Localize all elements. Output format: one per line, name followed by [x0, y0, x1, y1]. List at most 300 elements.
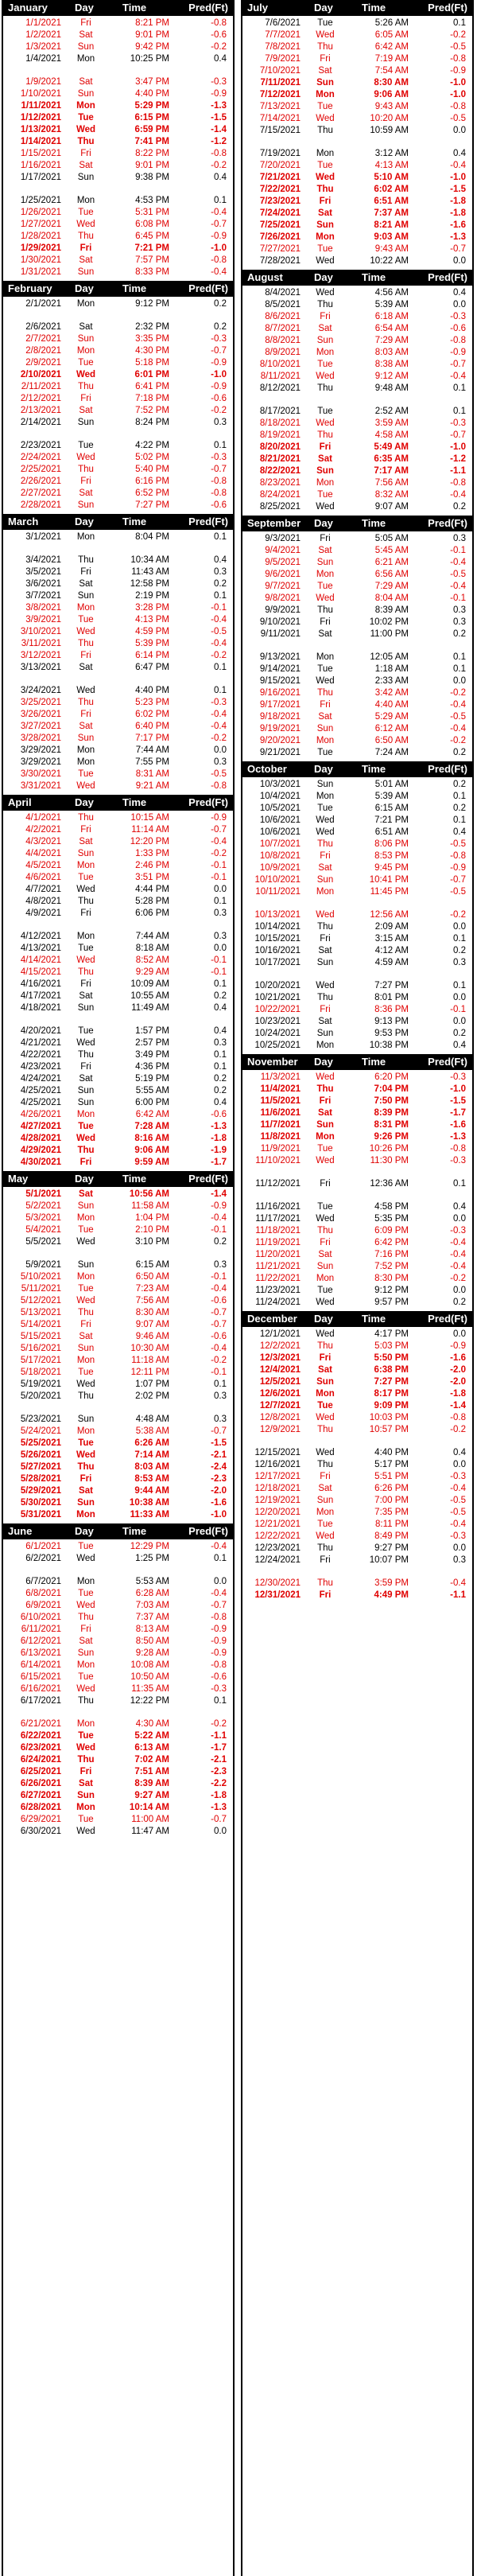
tide-date: 6/25/2021 [20, 1767, 61, 1776]
tide-time: 7:29 AM [374, 336, 409, 345]
tide-pred: -0.8 [211, 255, 227, 265]
tide-pred: -0.8 [211, 1660, 227, 1670]
tide-date: 3/8/2021 [25, 603, 61, 613]
tide-time: 6:18 AM [374, 312, 409, 321]
tide-row [3, 591, 233, 603]
tide-pred: 0.2 [214, 1086, 227, 1095]
tide-time: 1:18 AM [374, 664, 409, 674]
tide-pred: -0.3 [211, 77, 227, 87]
tide-pred: 0.3 [453, 605, 466, 615]
tide-time: 6:59 PM [134, 125, 169, 134]
tide-day: Tue [78, 944, 94, 953]
tide-row [242, 348, 472, 360]
tide-time: 2:57 PM [135, 1038, 169, 1048]
tide-date: 11/9/2021 [260, 1144, 301, 1154]
tide-day: Thu [317, 42, 333, 52]
tide-time: 5:26 AM [374, 18, 409, 28]
tide-day: Wed [316, 910, 335, 920]
tide-row [242, 430, 472, 442]
tide-time: 9:53 PM [374, 1029, 409, 1038]
tide-time: 11:49 AM [131, 1003, 169, 1013]
tide-row [3, 418, 233, 430]
tide-time: 5:02 PM [135, 453, 169, 462]
tide-time: 10:41 PM [369, 875, 409, 885]
tide-day: Thu [317, 839, 333, 849]
tide-day: Wed [316, 1072, 335, 1082]
tide-row [3, 955, 233, 967]
tide-time: 5:39 PM [135, 639, 169, 648]
tide-day: Sat [79, 1486, 93, 1496]
tide-day: Sat [79, 255, 93, 265]
tide-time: 9:26 PM [374, 1132, 409, 1142]
tide-day: Wed [76, 955, 95, 965]
tide-date: 4/30/2021 [20, 1158, 61, 1167]
tide-date: 12/7/2021 [259, 1401, 301, 1411]
tide-date: 3/24/2021 [20, 686, 61, 695]
tide-pred: 0.1 [453, 407, 466, 416]
tide-day: Thu [317, 1543, 333, 1553]
tide-date: 4/23/2021 [20, 1062, 61, 1072]
tide-row [242, 1353, 472, 1365]
tide-date: 6/8/2021 [25, 1589, 61, 1598]
tide-row [242, 78, 472, 90]
tide-date: 1/1/2021 [25, 18, 61, 28]
tide-pred: -2.2 [211, 1779, 227, 1788]
tide-date: 6/2/2021 [25, 1554, 61, 1563]
tide-pred: -0.1 [450, 1005, 466, 1014]
tide-day: Tue [78, 1815, 94, 1824]
tide-day: Sat [318, 546, 332, 555]
tide-date: 10/15/2021 [254, 934, 301, 944]
tide-pred: -0.4 [450, 724, 466, 733]
tide-day: Thu [78, 1050, 94, 1060]
tide-time: 4:44 PM [135, 885, 169, 894]
tide-pred: -0.5 [450, 839, 466, 849]
tide-date: 7/22/2021 [259, 185, 301, 194]
tide-row [3, 89, 233, 101]
month-name: September [247, 517, 301, 529]
tide-pred: 0.3 [453, 1555, 466, 1565]
tide-row [3, 1613, 233, 1625]
tide-day: Mon [76, 1213, 95, 1223]
tide-pred: -0.4 [211, 710, 227, 719]
tide-date: 7/21/2021 [259, 173, 301, 182]
tide-row [242, 1425, 472, 1437]
tide-time: 6:08 PM [135, 220, 169, 229]
tide-date: 1/27/2021 [20, 220, 61, 229]
tide-pred: -2.3 [211, 1767, 227, 1776]
tide-row [3, 651, 233, 663]
tide-day: Tue [78, 1589, 94, 1598]
tide-day: Tue [317, 664, 333, 674]
tide-time: 8:50 AM [135, 1636, 169, 1646]
tide-day: Sun [316, 1377, 334, 1387]
tide-time: 9:12 PM [135, 299, 169, 309]
tide-row [3, 1474, 233, 1486]
tide-row [242, 383, 472, 395]
tide-pred: 0.0 [453, 1286, 466, 1295]
tide-row [3, 603, 233, 615]
tide-row [3, 173, 233, 185]
tide-date: 9/14/2021 [259, 664, 301, 674]
tide-date: 6/7/2021 [25, 1577, 61, 1586]
tide-row [3, 1344, 233, 1356]
tide-time: 3:15 AM [374, 934, 409, 944]
tide-row [3, 1577, 233, 1589]
time-column-header: Time [122, 282, 147, 294]
tide-pred: 0.4 [214, 1098, 227, 1107]
tide-time: 6:51 AM [374, 827, 409, 837]
tide-date: 8/19/2021 [259, 430, 301, 440]
tide-time: 5:05 AM [374, 534, 409, 543]
tide-row [3, 722, 233, 733]
tide-day: Mon [76, 1719, 95, 1729]
tide-day: Tue [78, 769, 94, 779]
tide-pred: 0.1 [453, 652, 466, 662]
tide-time: 4:40 PM [374, 1448, 409, 1457]
tide-time: 9:57 PM [374, 1298, 409, 1307]
tide-day: Wed [76, 627, 95, 636]
tide-day: Wed [316, 1329, 335, 1339]
tide-date: 12/19/2021 [254, 1496, 301, 1505]
tide-pred: -0.7 [211, 825, 227, 835]
tide-day: Wed [316, 676, 335, 686]
tide-pred: 0.3 [214, 1260, 227, 1270]
tide-day: Tue [317, 244, 333, 254]
tide-row [242, 407, 472, 418]
tide-row [242, 442, 472, 454]
tide-day: Wed [76, 1827, 95, 1836]
tide-day: Wed [316, 1156, 335, 1165]
tide-date: 1/30/2021 [20, 255, 61, 265]
tide-time: 5:03 PM [374, 1341, 409, 1351]
tide-pred: -0.6 [211, 1332, 227, 1341]
tide-row [242, 149, 472, 161]
tide-date: 10/13/2021 [254, 910, 301, 920]
tide-row [3, 1779, 233, 1791]
tide-day: Sun [316, 1262, 334, 1271]
tide-pred: 0.0 [453, 1329, 466, 1339]
tide-pred: 0.1 [214, 1554, 227, 1563]
tide-row [3, 1038, 233, 1050]
tide-day: Sat [318, 1250, 332, 1259]
tide-pred: -2.0 [450, 1377, 466, 1387]
tide-row [3, 1498, 233, 1510]
tide-date: 9/9/2021 [265, 605, 301, 615]
tide-row [242, 1029, 472, 1041]
tide-time: 3:59 AM [374, 418, 409, 428]
tide-row [3, 698, 233, 710]
tide-date: 6/9/2021 [25, 1601, 61, 1610]
tide-time: 11:58 AM [131, 1201, 169, 1211]
tide-day: Thu [78, 813, 94, 823]
tide-row [3, 1237, 233, 1249]
tide-row [3, 1189, 233, 1201]
tide-day: Sat [318, 1365, 332, 1375]
tide-date: 8/25/2021 [259, 502, 301, 512]
tide-time: 5:31 PM [135, 208, 169, 217]
tide-row [3, 1260, 233, 1272]
tide-day: Tue [78, 441, 94, 450]
tide-date: 9/3/2021 [265, 534, 301, 543]
tide-date: 12/17/2021 [254, 1472, 301, 1481]
tide-date: 11/21/2021 [255, 1262, 301, 1271]
tide-pred: -0.3 [211, 698, 227, 707]
tide-time: 11:18 AM [131, 1356, 169, 1365]
tide-row [3, 358, 233, 370]
tide-row [242, 372, 472, 383]
tide-time: 2:33 AM [374, 676, 409, 686]
tide-row [242, 1005, 472, 1017]
tide-row [3, 1146, 233, 1158]
tide-time: 8:39 AM [134, 1779, 169, 1788]
tide-pred: -1.4 [211, 125, 227, 134]
tide-row [3, 1356, 233, 1368]
tide-date: 4/7/2021 [25, 885, 61, 894]
tide-row [242, 629, 472, 641]
tide-pred: 0.1 [453, 664, 466, 674]
tide-date: 10/7/2021 [259, 839, 301, 849]
tide-day: Sat [318, 1108, 332, 1118]
tide-date: 4/27/2021 [20, 1122, 61, 1131]
tide-time: 4:17 PM [374, 1329, 409, 1339]
tide-date: 10/14/2021 [254, 922, 301, 932]
month-header [242, 1054, 472, 1070]
tide-row [242, 780, 472, 792]
month-name: November [247, 1056, 298, 1068]
tide-row [242, 1238, 472, 1250]
tide-pred: 0.0 [214, 1577, 227, 1586]
tide-day: Sun [77, 1648, 95, 1658]
tide-row [3, 1554, 233, 1566]
tide-date: 12/30/2021 [254, 1578, 301, 1588]
tide-day: Sat [318, 454, 332, 464]
tide-date: 4/2/2021 [25, 825, 61, 835]
tide-pred: 0.1 [214, 663, 227, 672]
tide-date: 5/11/2021 [21, 1284, 61, 1294]
tide-row [3, 909, 233, 920]
tide-day: Wed [316, 1531, 335, 1541]
tide-pred: -0.3 [450, 1226, 466, 1235]
tide-date: 6/28/2021 [20, 1803, 61, 1812]
tide-pred: 0.2 [453, 1298, 466, 1307]
day-column-header: Day [75, 282, 94, 294]
tide-pred: 0.1 [214, 441, 227, 450]
tide-pred: -0.3 [450, 1472, 466, 1481]
tide-pred: 0.2 [214, 991, 227, 1001]
tide-pred: -1.0 [450, 78, 466, 88]
tide-row [242, 1341, 472, 1353]
tide-day: Fri [80, 243, 92, 253]
tide-pred: -0.1 [450, 593, 466, 603]
tide-pred: -0.3 [211, 453, 227, 462]
tide-row [3, 781, 233, 793]
tide-row [242, 617, 472, 629]
month-name: February [8, 282, 52, 294]
tide-time: 10:22 AM [370, 256, 409, 266]
tide-date: 9/20/2021 [259, 736, 301, 745]
tide-pred: -1.7 [450, 1108, 466, 1118]
tide-day: Sat [318, 1017, 332, 1026]
tide-pred: -1.0 [211, 1510, 227, 1520]
tide-pred: -0.8 [450, 1144, 466, 1154]
tide-pred: -0.4 [211, 208, 227, 217]
tide-row [242, 922, 472, 934]
tide-time: 5:45 AM [374, 546, 409, 555]
tide-date: 6/16/2021 [20, 1684, 61, 1694]
tide-date: 3/13/2021 [20, 663, 61, 672]
tide-time: 7:02 AM [134, 1755, 169, 1765]
tide-date: 7/6/2021 [265, 18, 301, 28]
tide-date: 1/17/2021 [20, 173, 61, 182]
tide-pred: 0.1 [453, 18, 466, 28]
tide-date: 4/8/2021 [25, 897, 61, 906]
tide-row [242, 312, 472, 324]
tide-time: 7:16 PM [374, 1250, 409, 1259]
tide-pred: -0.4 [211, 837, 227, 846]
tide-row [242, 1298, 472, 1309]
tide-time: 6:26 AM [134, 1438, 169, 1448]
tide-time: 6:35 AM [374, 454, 409, 464]
tide-time: 9:46 AM [135, 1332, 169, 1341]
tide-time: 5:40 PM [135, 465, 169, 474]
tide-row [242, 887, 472, 899]
tide-row [242, 1017, 472, 1029]
month-name: August [247, 271, 283, 283]
tide-time: 10:34 AM [130, 555, 169, 565]
tide-pred: -0.9 [211, 382, 227, 391]
tide-row [3, 1074, 233, 1086]
tide-date: 8/4/2021 [265, 288, 301, 298]
tide-row [3, 1158, 233, 1169]
tide-date: 10/10/2021 [254, 875, 301, 885]
tide-date: 8/8/2021 [265, 336, 301, 345]
tide-pred: -0.4 [450, 490, 466, 500]
tide-row [242, 815, 472, 827]
tide-date: 4/25/2021 [20, 1098, 61, 1107]
tide-pred: -0.8 [211, 477, 227, 486]
tide-pred: -0.7 [211, 1320, 227, 1329]
tide-time: 5:22 AM [134, 1731, 169, 1741]
tide-day: Wed [316, 288, 335, 298]
tide-day: Sat [79, 322, 93, 332]
tide-day: Mon [76, 932, 95, 941]
tide-date: 1/14/2021 [20, 137, 61, 146]
tide-date: 5/26/2021 [20, 1450, 61, 1460]
tide-row [242, 1508, 472, 1520]
tide-date: 1/31/2021 [20, 267, 61, 277]
tide-time: 4:13 AM [374, 161, 409, 170]
tide-date: 2/26/2021 [20, 477, 61, 486]
tide-date: 10/6/2021 [259, 827, 301, 837]
tide-pred: -0.3 [450, 312, 466, 321]
pred-column-header: Pred(Ft) [188, 282, 228, 294]
tide-date: 11/12/2021 [255, 1179, 301, 1189]
time-column-header: Time [122, 2, 147, 14]
tide-row [242, 197, 472, 208]
tide-row [3, 1791, 233, 1803]
time-column-header: Time [362, 517, 386, 529]
tide-row [242, 1120, 472, 1132]
tide-pred: 0.3 [214, 1038, 227, 1048]
tide-row [242, 232, 472, 244]
tide-day: Tue [78, 358, 94, 368]
tide-time: 6:05 AM [374, 30, 409, 40]
tide-day: Wed [76, 686, 95, 695]
tide-pred: 0.2 [453, 629, 466, 639]
tide-date: 4/22/2021 [20, 1050, 61, 1060]
tide-date: 1/4/2021 [25, 54, 61, 64]
tide-row [3, 897, 233, 909]
tide-day: Thu [317, 300, 333, 309]
tide-row [3, 979, 233, 991]
tide-row [242, 454, 472, 466]
tide-row [242, 1531, 472, 1543]
tide-row [3, 825, 233, 837]
tide-time: 11:30 PM [370, 1156, 409, 1165]
tide-day: Tue [317, 1286, 333, 1295]
tide-day: Fri [80, 149, 91, 158]
tide-pred: -1.8 [211, 1791, 227, 1800]
tide-day: Sat [79, 406, 93, 415]
tide-day: Fri [319, 1590, 332, 1600]
tide-row [3, 30, 233, 42]
tide-pred: 0.3 [214, 567, 227, 577]
tide-pred: 0.2 [214, 1074, 227, 1084]
tide-pred: 0.0 [214, 944, 227, 953]
tide-pred: -0.1 [211, 1368, 227, 1377]
tide-row [242, 748, 472, 760]
tide-date: 4/15/2021 [20, 967, 61, 977]
month-name: April [8, 796, 32, 808]
tide-pred: 0.1 [453, 1179, 466, 1189]
tide-day: Sun [77, 1260, 95, 1270]
tide-time: 6:42 AM [374, 42, 409, 52]
tide-row [3, 1426, 233, 1438]
tide-day: Wed [76, 1134, 96, 1143]
tide-pred: -0.2 [450, 30, 466, 40]
pred-column-header: Pred(Ft) [188, 1525, 228, 1537]
tide-date: 5/5/2021 [25, 1237, 61, 1247]
tide-time: 7:17 PM [135, 733, 169, 743]
tide-date: 3/6/2021 [25, 579, 61, 589]
tide-day: Mon [316, 478, 335, 488]
tide-time: 5:17 PM [374, 1460, 409, 1469]
tide-time: 6:56 AM [374, 570, 409, 579]
tide-date: 4/6/2021 [25, 873, 61, 882]
tide-pred: -1.3 [450, 232, 466, 242]
tide-time: 8:18 AM [135, 944, 169, 953]
tide-date: 5/31/2021 [20, 1510, 61, 1520]
tide-pred: -0.4 [211, 639, 227, 648]
tide-row [242, 934, 472, 946]
tide-date: 8/7/2021 [265, 324, 301, 333]
tide-date: 3/12/2021 [20, 651, 61, 660]
tide-day: Tue [317, 1202, 333, 1212]
tide-day: Wed [315, 173, 335, 182]
tide-row [3, 837, 233, 849]
tide-date: 8/5/2021 [265, 300, 301, 309]
tide-time: 7:56 AM [135, 1296, 169, 1306]
tide-pred: -0.2 [211, 733, 227, 743]
tide-row [242, 173, 472, 185]
tide-day: Tue [78, 1122, 94, 1131]
tide-pred: 0.4 [214, 555, 227, 565]
tide-date: 11/23/2021 [255, 1286, 301, 1295]
tide-pred: -0.4 [211, 1344, 227, 1353]
tide-date: 12/1/2021 [259, 1329, 301, 1339]
tide-day: Sat [79, 1189, 93, 1199]
